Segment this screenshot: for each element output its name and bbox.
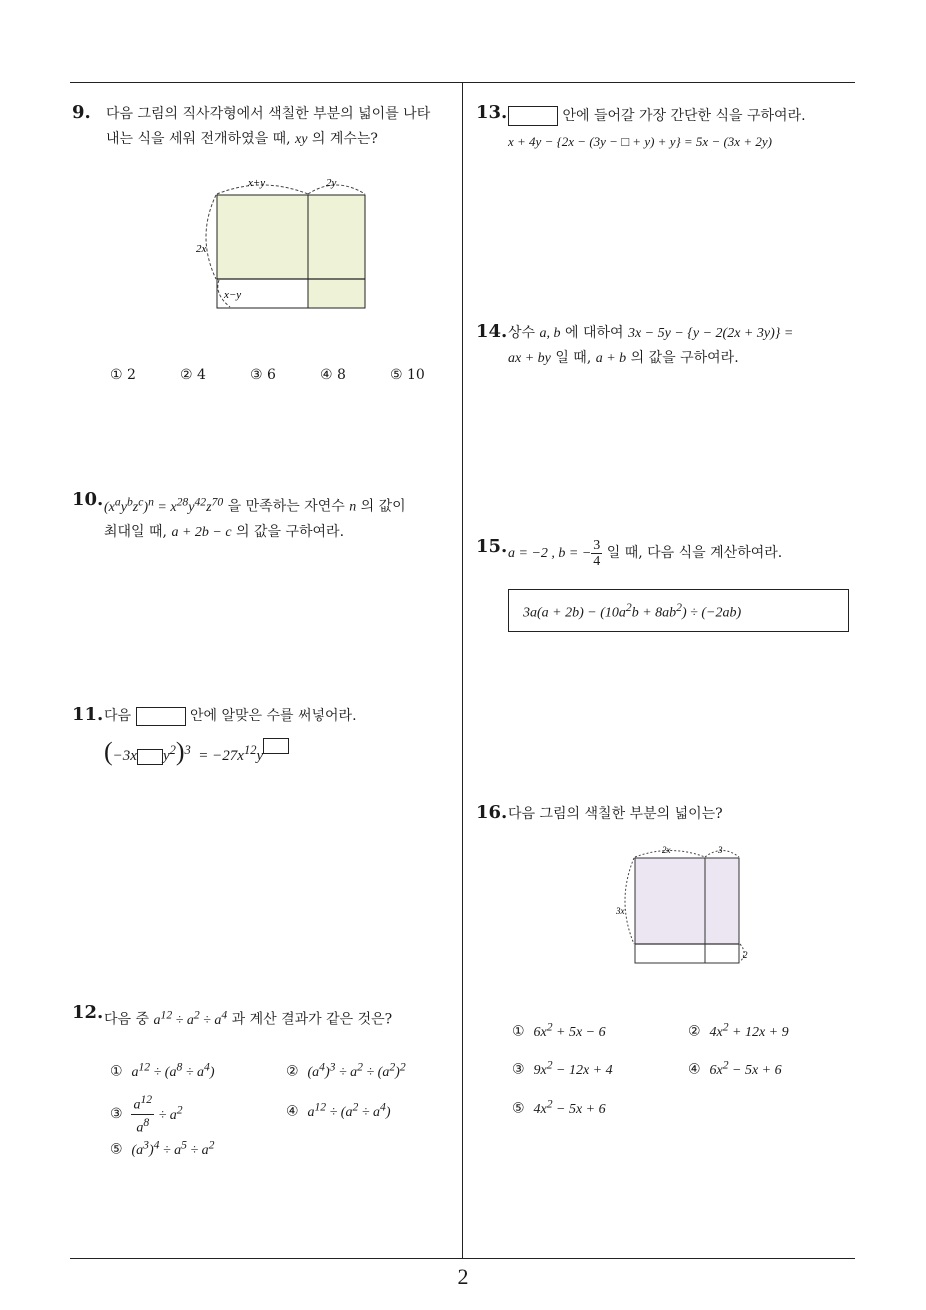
q12-expression: $a^{12} \div a^2 \div a^4$ bbox=[153, 1008, 228, 1028]
q16-option-3[interactable]: ③ $9x^2 - 12x + 4$ bbox=[512, 1058, 613, 1078]
q15-a-value: a = −2 , b = − bbox=[508, 546, 592, 561]
q16-option-2[interactable]: ② $4x^2 + 12x + 9$ bbox=[688, 1020, 789, 1040]
q13-equation: x + 4y − {2x − (3y − □ + y) + y} = 5x − (3x + 2y) bbox=[508, 134, 772, 149]
unshaded-strip bbox=[635, 944, 739, 963]
question-9-number: 9. bbox=[72, 102, 91, 123]
q12-option-5[interactable]: ⑤ $(a^3)^4 \div a^5 \div a^2$ bbox=[110, 1138, 215, 1158]
question-9-line1: 다음 그림의 직사각형에서 색칠한 부분의 넓이를 나타 bbox=[106, 106, 431, 122]
question-10-text bbox=[104, 489, 458, 545]
q9-option-3[interactable]: ③ 6 bbox=[250, 367, 276, 383]
brace-top-right bbox=[308, 185, 365, 194]
q9-option-2[interactable]: ② 4 bbox=[180, 367, 206, 383]
q9-option-1[interactable]: ① 2 bbox=[110, 367, 136, 383]
q10-expression: a + 2b − c bbox=[171, 524, 232, 540]
label-2x: 2x bbox=[662, 845, 671, 855]
question-13-number: 13. bbox=[476, 102, 508, 123]
label-2y: 2y bbox=[326, 177, 337, 189]
question-16-text: 다음 그림의 색칠한 부분의 넓이는? bbox=[508, 806, 723, 822]
question-15-text: a = −2 , b = − $\frac{3}{4}$ 일 때, 다음 식을 계산하여라. bbox=[508, 538, 783, 569]
brace-left bbox=[206, 195, 216, 279]
question-14-line2: ax + by 일 때, a + b 의 값을 구하여라. bbox=[508, 350, 739, 366]
q12-option-3[interactable]: ③ $\frac{a^{12}}{a^8}$ ÷ $a^2$ bbox=[110, 1093, 183, 1136]
question-10-line1: $(x^ay^bz^c)^n = x^{28}y^{42}z^{70}$ 을 만족하는 자연수 n 의 값이 bbox=[104, 495, 406, 515]
q11-exponent-box-2[interactable] bbox=[263, 738, 289, 754]
question-14-number: 14. bbox=[476, 321, 508, 342]
question-12-number: 12. bbox=[72, 1002, 104, 1023]
footer-rule bbox=[70, 1258, 855, 1259]
question-15-number: 15. bbox=[476, 536, 508, 557]
q11-exponent-box-1[interactable] bbox=[137, 749, 163, 765]
label-x-minus-y: x−y bbox=[224, 289, 242, 301]
q9-option-5[interactable]: ⑤ 10 bbox=[390, 367, 425, 383]
page-number: 2 bbox=[457, 1264, 469, 1289]
question-16-figure bbox=[610, 838, 760, 970]
column-divider bbox=[462, 82, 463, 1258]
label-2: 2 bbox=[743, 950, 748, 960]
question-14-line1: 상수 a, b 에 대하여 3x − 5y − {y − 2(2x + 3y)} = bbox=[508, 325, 794, 341]
q12-option-1[interactable]: ① $a^{12} \div (a^8 \div a^4)$ bbox=[110, 1060, 215, 1080]
q12-option-2[interactable]: ② $(a^4)^3 \div a^2 \div (a^2)^2$ bbox=[286, 1060, 406, 1080]
question-9-figure bbox=[190, 170, 380, 320]
q15-expression: $3a(a + 2b) - (10a^2b + 8ab^2) \div (-2ab)$ bbox=[523, 601, 742, 621]
q15-expression-box bbox=[508, 589, 849, 632]
q14-equation-left: 3x − 5y − {y − 2(2x + 3y)} = bbox=[627, 326, 794, 341]
label-3x: 3x bbox=[616, 906, 625, 916]
q16-option-1[interactable]: ① $6x^2 + 5x - 6$ bbox=[512, 1020, 606, 1040]
q11-answer-box[interactable] bbox=[136, 707, 186, 726]
q16-option-5[interactable]: ⑤ $4x^2 - 5x + 6$ bbox=[512, 1097, 606, 1117]
question-12-text: 다음 중 $a^{12} \div a^2 \div a^4$ 과 계산 결과가 같은 것은? bbox=[104, 1008, 393, 1028]
q13-answer-box[interactable] bbox=[508, 106, 558, 126]
label-3: 3 bbox=[718, 845, 723, 855]
question-11-text: 다음 안에 알맞은 수를 써넣어라. bbox=[104, 708, 357, 724]
brace-left bbox=[625, 858, 634, 944]
q15-b-fraction: $\frac{3}{4}$ bbox=[593, 538, 601, 569]
question-13-line1: 안에 들어갈 가장 간단한 식을 구하여라. bbox=[508, 104, 858, 129]
q10-equation: $(x^ay^bz^c)^n = x^{28}y^{42}z^{70}$ bbox=[104, 495, 224, 515]
question-11-number: 11. bbox=[72, 704, 104, 725]
q11-equation: (−3x $y^2)^3 = -27x^{12}y$ bbox=[104, 738, 289, 769]
question-13-text bbox=[508, 104, 858, 154]
q9-option-4[interactable]: ④ 8 bbox=[320, 367, 346, 383]
question-10-line2: 최대일 때, a + 2b − c 의 값을 구하여라. bbox=[104, 523, 345, 540]
q16-option-4[interactable]: ④ $6x^2 - 5x + 6$ bbox=[688, 1058, 782, 1078]
question-16-number: 16. bbox=[476, 802, 508, 823]
question-10-number: 10. bbox=[72, 489, 104, 510]
label-x-plus-y: x+y bbox=[248, 177, 266, 189]
label-2x: 2x bbox=[196, 243, 207, 255]
q12-option-4[interactable]: ④ $a^{12} \div (a^2 \div a^4)$ bbox=[286, 1100, 391, 1120]
question-14-text bbox=[508, 321, 860, 371]
question-9-line2: 내는 식을 세워 전개하였을 때, xy 의 계수는? bbox=[106, 131, 378, 147]
question-9-text bbox=[106, 102, 456, 152]
